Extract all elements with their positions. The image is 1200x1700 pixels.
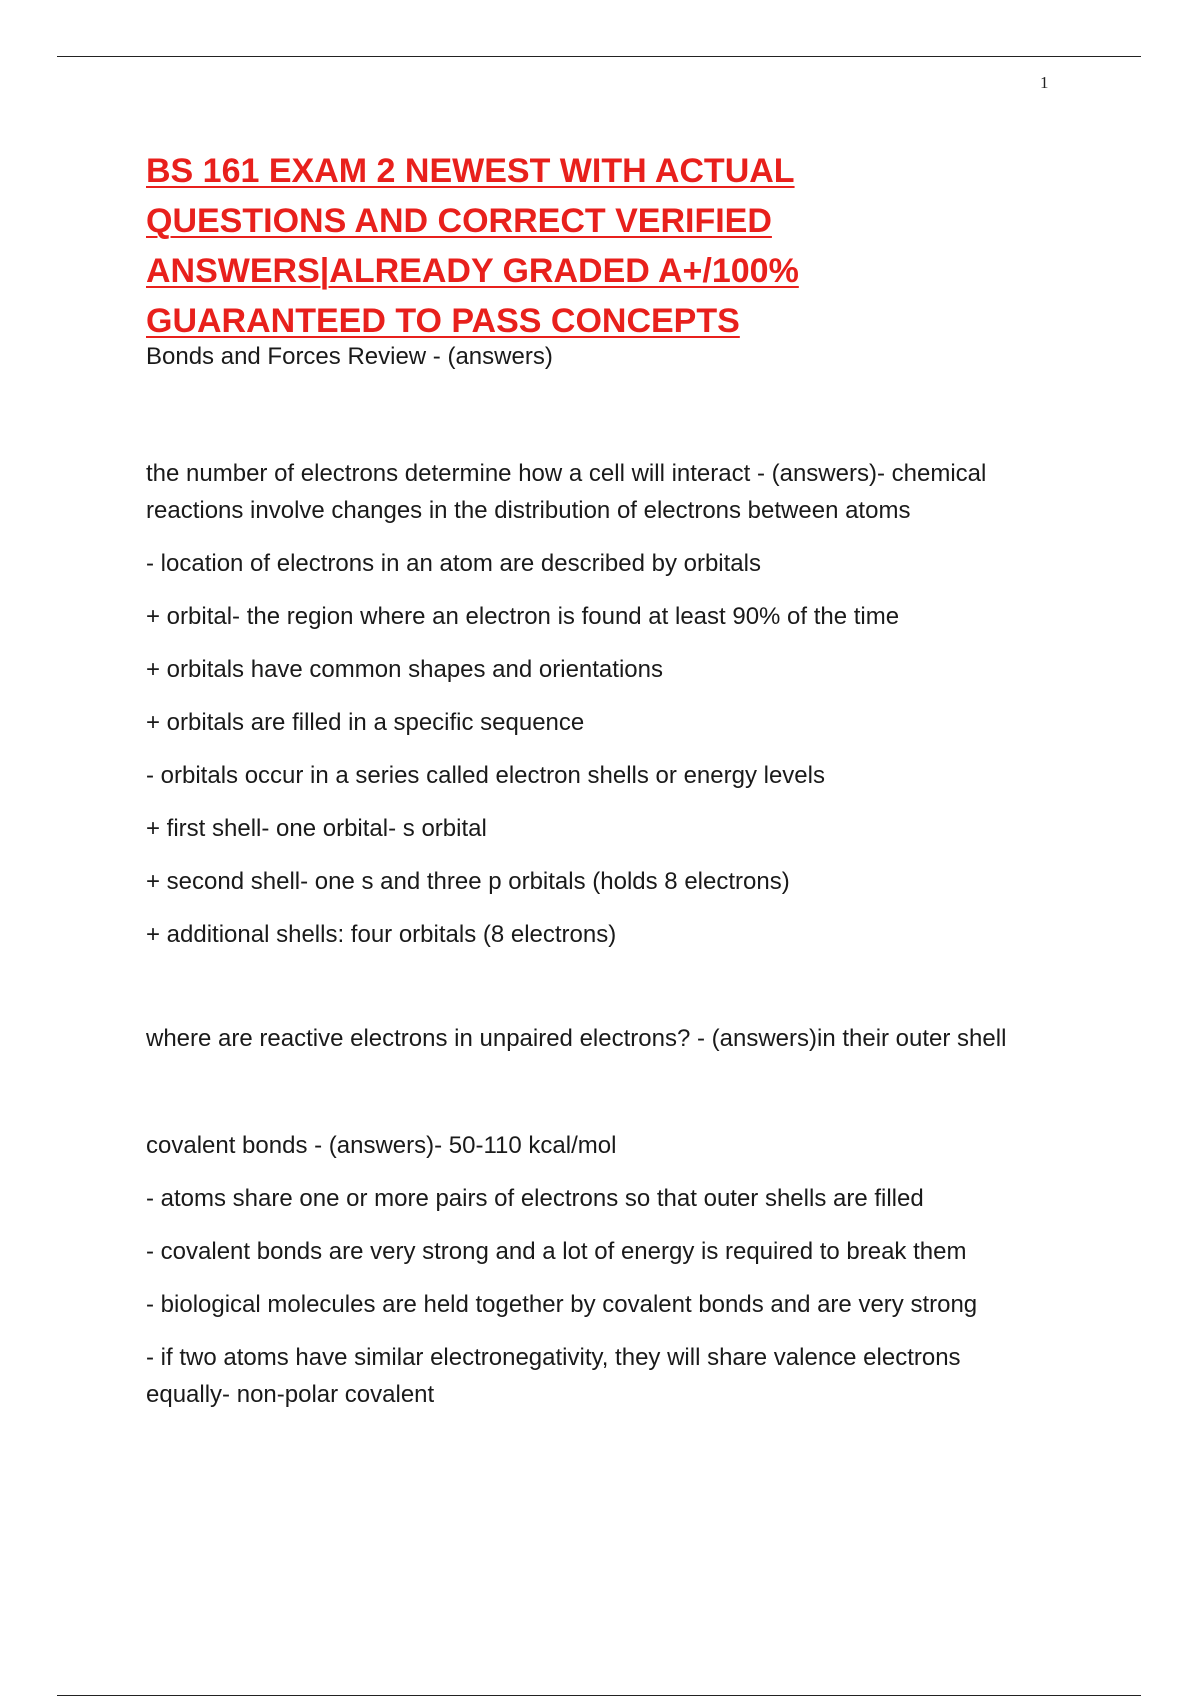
- list-item: + first shell- one orbital- s orbital: [146, 815, 487, 842]
- list-item: - atoms share one or more pairs of electrons so that outer shells are filled: [146, 1185, 924, 1212]
- list-item: - if two atoms have similar electronegativity, they will share valence electrons equally- non-polar covalent: [146, 1344, 961, 1408]
- document-title: BS 161 EXAM 2 NEWEST WITH ACTUAL QUESTIONS AND CORRECT VERIFIED ANSWERS|ALREADY GRADED A+/100% GUARANTEED TO PASS CONCEPTS: [146, 152, 799, 340]
- document-subtitle: Bonds and Forces Review - (answers): [146, 343, 553, 370]
- page-number: 1: [1040, 73, 1049, 92]
- list-item: + orbitals are filled in a specific sequence: [146, 709, 585, 736]
- section-lead: the number of electrons determine how a cell will interact - (answers)- chemical reactions involve changes in the distribution of electrons between atoms: [146, 460, 987, 524]
- list-item: + second shell- one s and three p orbitals (holds 8 electrons): [146, 868, 790, 895]
- header-rule: [57, 56, 1141, 57]
- list-item: - biological molecules are held together by covalent bonds and are very strong: [146, 1291, 978, 1318]
- section-lead: where are reactive electrons in unpaired electrons? - (answers)in their outer shell: [146, 1025, 1007, 1052]
- section-covalent-bonds: [146, 1127, 1046, 1413]
- list-item: - covalent bonds are very strong and a lot of energy is required to break them: [146, 1238, 967, 1265]
- list-item: + orbitals have common shapes and orientations: [146, 656, 663, 683]
- section-electrons: [146, 455, 1046, 953]
- list-item: + additional shells: four orbitals (8 electrons): [146, 921, 617, 948]
- section-lead: covalent bonds - (answers)- 50-110 kcal/mol: [146, 1132, 617, 1159]
- section-reactive-electrons: [146, 1020, 1046, 1057]
- list-item: + orbital- the region where an electron is found at least 90% of the time: [146, 603, 900, 630]
- footer-rule: [57, 1695, 1141, 1696]
- document-body: [146, 146, 1046, 1429]
- list-item: - orbitals occur in a series called electron shells or energy levels: [146, 762, 825, 789]
- list-item: - location of electrons in an atom are described by orbitals: [146, 550, 761, 577]
